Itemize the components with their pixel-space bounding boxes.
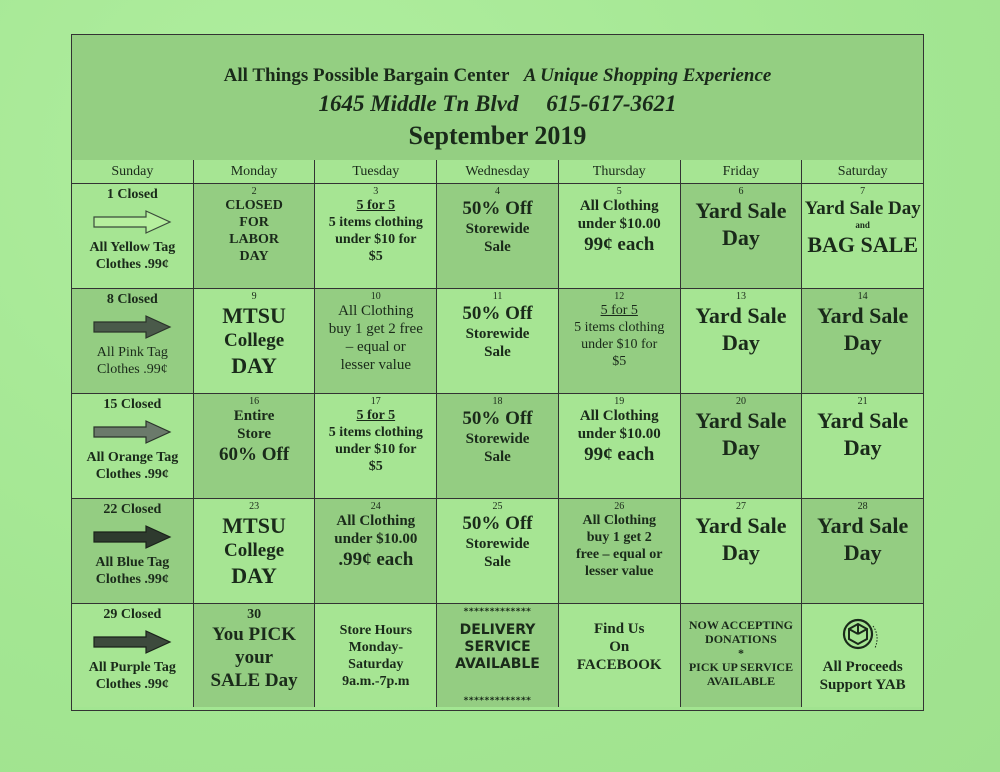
store-hours-line: Saturday: [348, 657, 404, 672]
event-line: Storewide: [465, 326, 530, 342]
event-line: Storewide: [465, 536, 530, 552]
tag-sale-text: All Orange Tag: [86, 450, 179, 465]
day-number: 27: [735, 501, 746, 512]
event-line: All Clothing: [582, 513, 656, 528]
delivery-line: DELIVERY: [459, 622, 536, 638]
donations-line: DONATIONS: [705, 632, 777, 646]
day-number: 12: [614, 291, 625, 302]
event-line: Entire: [233, 408, 275, 424]
facebook-cell: [559, 604, 681, 707]
event-line: Day: [843, 540, 882, 565]
day-cell-1: [72, 184, 194, 288]
day-cell-4: [437, 184, 559, 288]
day-cell-3: [315, 184, 437, 288]
event-line: DAY: [231, 353, 277, 378]
event-line: All Clothing: [579, 408, 659, 424]
tag-sale-price: Clothes .99¢: [95, 257, 169, 272]
day-cell-9: [194, 289, 316, 393]
event-line: Day: [722, 330, 760, 355]
weekday-saturday: Saturday: [802, 160, 923, 183]
day-cell-11: [437, 289, 559, 393]
store-hours-time: 9a.m.-7p.m: [342, 674, 410, 689]
event-line: Day: [722, 225, 760, 250]
day-cell-12: [559, 289, 681, 393]
event-line: 5 for 5: [356, 198, 396, 213]
event-line: under $10 for: [335, 232, 417, 247]
day-number: 24: [370, 501, 381, 512]
event-line: Store: [237, 426, 272, 442]
event-line: 50% Off: [462, 303, 533, 324]
event-line: 5 items clothing: [328, 215, 423, 230]
delivery-line: SERVICE: [464, 639, 531, 655]
event-line: and: [855, 220, 870, 230]
event-line: All Clothing: [336, 513, 416, 529]
event-line: BAG SALE: [807, 232, 918, 257]
event-line: 5 for 5: [600, 303, 638, 318]
event-line: Yard Sale: [817, 303, 909, 328]
event-line: Day: [843, 435, 882, 460]
week-row-1: [72, 184, 923, 289]
event-line: Storewide: [465, 221, 530, 237]
day-number: 2: [251, 186, 257, 197]
day-number: 14: [857, 291, 868, 302]
day-cell-5: [559, 184, 681, 288]
event-line: Yard Sale: [817, 408, 909, 433]
day-cell-29: [72, 604, 194, 707]
day-cell-7: [802, 184, 923, 288]
day-cell-26: [559, 499, 681, 603]
event-line: College: [224, 540, 285, 561]
event-line: $5: [368, 249, 383, 264]
event-line: free – equal or: [576, 547, 663, 562]
day-cell-2: [194, 184, 316, 288]
day-number: 21: [857, 396, 868, 407]
tag-sale-text: All Purple Tag: [88, 660, 176, 675]
day-cell-16: [194, 394, 316, 498]
header-line-2: [72, 91, 923, 117]
day-number: 5: [616, 186, 622, 197]
store-address: 1645 Middle Tn Blvd: [318, 91, 519, 116]
week-row-5: [72, 604, 923, 707]
tag-sale-text: All Pink Tag: [96, 345, 168, 360]
day-label: 15 Closed: [103, 397, 162, 412]
day-cell-20: [681, 394, 803, 498]
day-cell-30: [194, 604, 316, 707]
tagline: A Unique Shopping Experience: [523, 65, 772, 86]
month-title: September 2019: [408, 121, 587, 150]
event-line: $5: [612, 354, 627, 369]
event-line: SALE Day: [210, 670, 298, 691]
day-number: 16: [249, 396, 260, 407]
weekday-header-row: [72, 160, 923, 184]
proceeds-cell: [802, 604, 923, 707]
event-line: Sale: [484, 344, 511, 360]
event-line: 50% Off: [462, 198, 533, 219]
weekday-monday: Monday: [194, 160, 316, 183]
yab-logo-icon: [840, 616, 886, 656]
day-cell-23: [194, 499, 316, 603]
donations-line: PICK UP SERVICE: [688, 660, 794, 674]
event-line: under $10.00: [577, 426, 661, 442]
event-line: Yard Sale Day: [804, 198, 921, 219]
star-divider: *************: [463, 607, 532, 617]
event-line: Yard Sale: [695, 198, 787, 223]
event-line: 50% Off: [462, 408, 533, 429]
event-line: LABOR: [229, 232, 279, 247]
arrow-right-icon: [92, 314, 172, 340]
calendar: [71, 34, 924, 711]
event-line: under $10.00: [577, 216, 661, 232]
event-line: your: [235, 647, 274, 668]
day-number: 23: [249, 501, 260, 512]
event-line: 5 items clothing: [328, 425, 423, 440]
star-divider: *************: [463, 696, 532, 706]
day-cell-8: [72, 289, 194, 393]
day-cell-14: [802, 289, 923, 393]
day-cell-24: [315, 499, 437, 603]
event-line: 50% Off: [462, 513, 533, 534]
arrow-right-icon: [92, 524, 172, 550]
event-line: 5 for 5: [356, 408, 396, 423]
event-line: FOR: [239, 215, 269, 230]
weekday-sunday: Sunday: [72, 160, 194, 183]
tag-sale-price: Clothes .99¢: [95, 467, 169, 482]
day-number: 18: [492, 396, 503, 407]
event-line: Storewide: [465, 431, 530, 447]
event-line: College: [224, 330, 285, 351]
tag-sale-price: Clothes .99¢: [95, 677, 169, 692]
event-line: Sale: [484, 554, 511, 570]
day-number: 13: [735, 291, 746, 302]
event-line: You PICK: [212, 624, 297, 645]
proceeds-line: All Proceeds: [822, 659, 903, 675]
day-label: 22 Closed: [103, 502, 162, 517]
tag-sale-text: All Yellow Tag: [89, 240, 176, 255]
delivery-cell: [437, 604, 559, 707]
day-number: 28: [857, 501, 868, 512]
tag-sale-text: All Blue Tag: [95, 555, 170, 570]
store-name: All Things Possible Bargain Center: [223, 65, 510, 86]
store-hours-title: Store Hours: [339, 623, 413, 638]
day-number: 17: [370, 396, 381, 407]
day-cell-10: [315, 289, 437, 393]
event-line: All Clothing: [338, 303, 414, 319]
event-line: Sale: [484, 449, 511, 465]
day-number: 26: [614, 501, 625, 512]
event-line: Day: [722, 540, 760, 565]
day-number: 19: [614, 396, 625, 407]
day-cell-28: [802, 499, 923, 603]
event-line: DAY: [231, 563, 277, 588]
weekday-wednesday: Wednesday: [437, 160, 559, 183]
arrow-right-icon: [92, 419, 172, 445]
weekday-tuesday: Tuesday: [315, 160, 437, 183]
event-line: CLOSED: [225, 198, 283, 213]
day-cell-19: [559, 394, 681, 498]
day-number: 6: [738, 186, 744, 197]
day-cell-21: [802, 394, 923, 498]
donations-line: *: [737, 646, 744, 660]
event-line: DAY: [239, 249, 269, 264]
day-label: 29 Closed: [103, 607, 162, 622]
day-cell-27: [681, 499, 803, 603]
event-line: lesser value: [340, 357, 411, 373]
donations-line: AVAILABLE: [706, 674, 776, 688]
facebook-line: On: [609, 639, 630, 655]
calendar-header: [72, 35, 923, 161]
day-number: 3: [373, 186, 379, 197]
day-cell-17: [315, 394, 437, 498]
event-line: Yard Sale: [695, 408, 787, 433]
event-line: buy 1 get 2 free: [328, 321, 423, 337]
store-hours-cell: [315, 604, 437, 707]
weekday-friday: Friday: [681, 160, 803, 183]
day-number: 4: [495, 186, 501, 197]
day-label: 8 Closed: [106, 292, 158, 307]
event-line: Yard Sale: [695, 303, 787, 328]
event-line: MTSU: [222, 303, 286, 328]
day-number: 9: [251, 291, 257, 302]
delivery-line: AVAILABLE: [455, 656, 540, 672]
donations-line: NOW ACCEPTING: [688, 618, 794, 632]
day-cell-18: [437, 394, 559, 498]
proceeds-line: Support YAB: [819, 677, 906, 693]
day-number: 10: [370, 291, 381, 302]
day-cell-13: [681, 289, 803, 393]
event-line: 5 items clothing: [574, 320, 665, 335]
event-line: Yard Sale: [695, 513, 787, 538]
event-line: MTSU: [222, 513, 286, 538]
event-line: buy 1 get 2: [586, 530, 652, 545]
day-label: 1 Closed: [106, 187, 158, 202]
donations-cell: [681, 604, 803, 707]
event-line: 99¢ each: [584, 444, 655, 465]
tag-sale-price: Clothes .99¢: [95, 572, 169, 587]
store-hours-line: Monday-: [348, 640, 404, 655]
event-line: – equal or: [345, 339, 406, 355]
calendar-grid: [72, 160, 923, 707]
arrow-right-icon: [92, 209, 172, 235]
store-phone: 615-617-3621: [546, 91, 677, 116]
event-line: All Clothing: [579, 198, 659, 214]
facebook-line: FACEBOOK: [576, 657, 662, 673]
event-line: Day: [722, 435, 760, 460]
day-number: 30: [247, 607, 262, 622]
day-cell-25: [437, 499, 559, 603]
day-number: 25: [492, 501, 503, 512]
event-line: Sale: [484, 239, 511, 255]
facebook-line: Find Us: [594, 621, 645, 637]
week-row-4: [72, 499, 923, 604]
day-cell-22: [72, 499, 194, 603]
event-line: 60% Off: [218, 444, 290, 465]
event-line: .99¢ each: [338, 549, 414, 570]
event-line: Day: [843, 330, 882, 355]
event-line: under $10 for: [581, 337, 658, 352]
day-number: 20: [735, 396, 746, 407]
event-line: $5: [368, 459, 383, 474]
week-row-3: [72, 394, 923, 499]
event-line: 99¢ each: [584, 234, 655, 255]
week-row-2: [72, 289, 923, 394]
day-cell-15: [72, 394, 194, 498]
arrow-right-icon: [92, 629, 172, 655]
event-line: lesser value: [584, 564, 654, 579]
day-cell-6: [681, 184, 803, 288]
event-line: Yard Sale: [817, 513, 909, 538]
day-number: 7: [860, 186, 866, 197]
header-line-1: [72, 65, 923, 87]
tag-sale-price: Clothes .99¢: [96, 362, 168, 377]
event-line: under $10 for: [335, 442, 417, 457]
day-number: 11: [492, 291, 503, 302]
event-line: under $10.00: [334, 531, 418, 547]
weekday-thursday: Thursday: [559, 160, 681, 183]
